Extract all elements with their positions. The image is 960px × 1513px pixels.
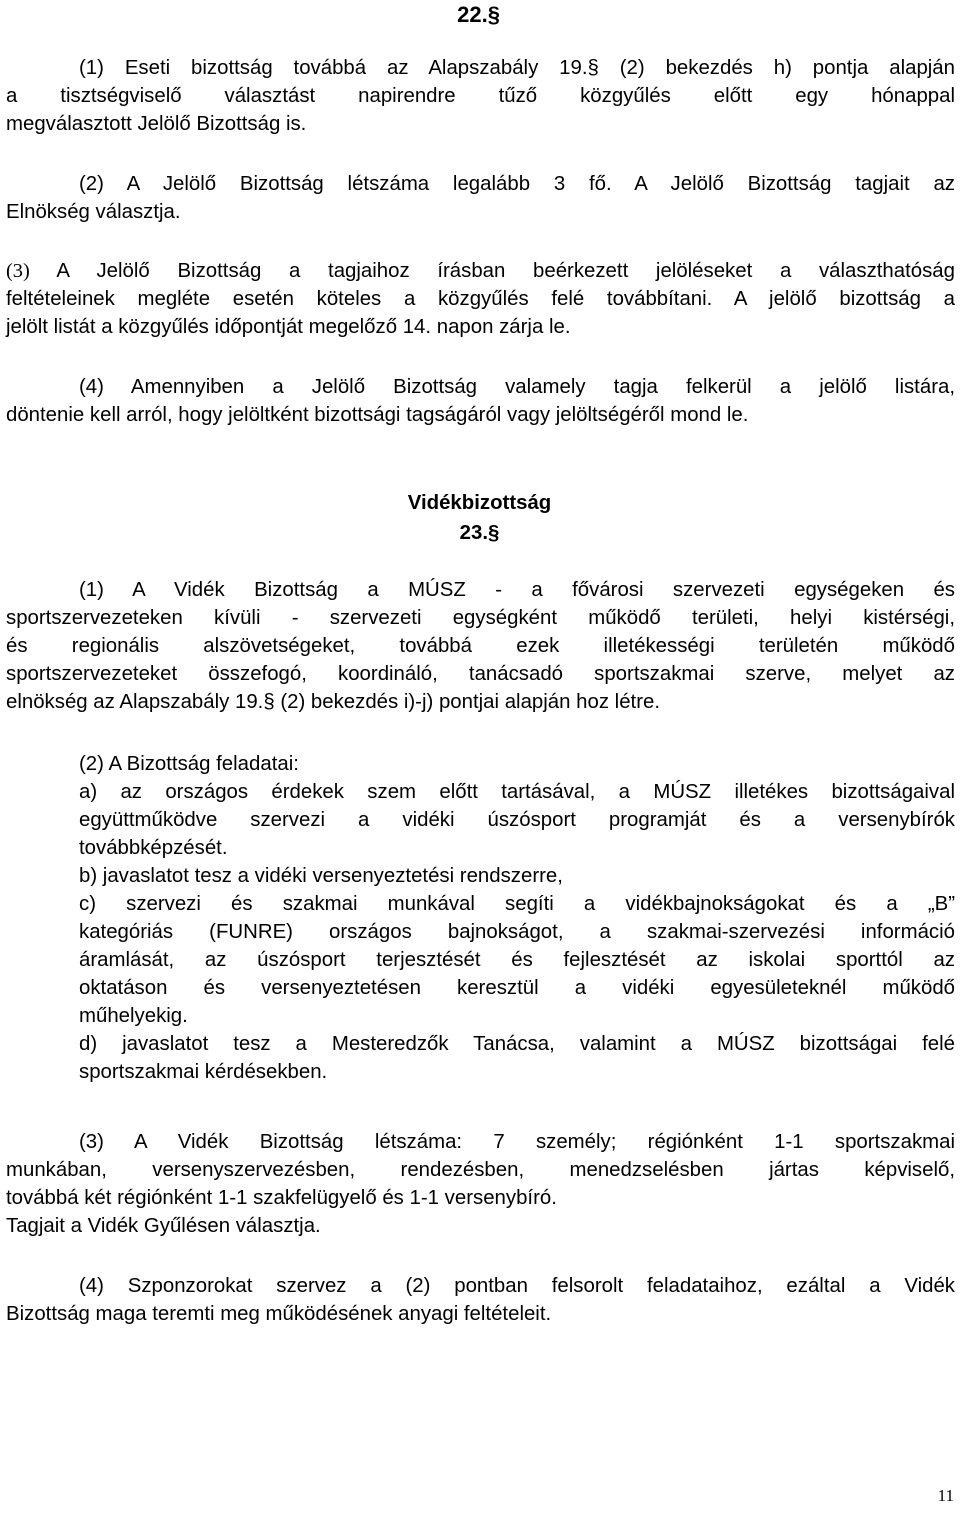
text-line: munkában, versenyszervezésben, rendezésben, menedzselésben jártas képviselő, [6, 1159, 955, 1181]
text-line: sportszakmai kérdésekben. [79, 1061, 328, 1083]
section-title: Vidékbizottság [407, 492, 552, 514]
text-line: sportszervezeteket összefogó, koordináló, tanácsadó sportszakmai szerve, melyet az [6, 663, 955, 685]
text-line: elnökség az Alapszabály 19.§ (2) bekezdés i)-j) pontjai alapján hoz létre. [6, 691, 661, 713]
text-line: jelölt listát a közgyűlés időpontját megelőző 14. napon zárja le. [6, 316, 571, 338]
document-page [6, 0, 955, 1513]
text-line: kategóriás (FUNRE) országos bajnokságot, a szakmai-szervezési információ [79, 921, 955, 943]
paragraph-23-3 [6, 1128, 955, 1240]
text-line [6, 257, 955, 285]
paragraph-23-2 [6, 750, 955, 1086]
text-line: döntenie kell arról, hogy jelöltként bizottsági tagságáról vagy jelöltségéről mond le. [6, 404, 749, 426]
text-line: áramlását, az úszósport terjesztését és fejlesztését az iskolai sporttól az [79, 949, 955, 971]
text-line: továbbá két régiónként 1-1 szakfelügyelő és 1-1 versenybíró. [6, 1187, 557, 1209]
section-heading-23: 23.§ [459, 522, 500, 544]
text-line: műhelyekig. [79, 1005, 188, 1027]
text-line: (2) A Jelölő Bizottság létszáma legalább 3 fő. A Jelölő Bizottság tagjait az [79, 173, 955, 195]
text-line: a tisztségviselő választást napirendre tűző közgyűlés előtt egy hónappal [6, 85, 955, 107]
text-line: megválasztott Jelölő Bizottság is. [6, 113, 307, 135]
text-line: (2) A Bizottság feladatai: [79, 753, 299, 775]
list-item-b: b) javaslatot tesz a vidéki versenyeztetési rendszerre, [79, 865, 563, 887]
text-line: Bizottság maga teremti meg működésének anyagi feltételeit. [6, 1303, 552, 1325]
paragraph-22-3 [6, 257, 955, 341]
text-line: (4) Szponzorokat szervez a (2) pontban felsorolt feladataihoz, ezáltal a Vidék [79, 1275, 955, 1297]
paragraph-22-2 [6, 170, 955, 226]
text-line: (1) Eseti bizottság továbbá az Alapszabály 19.§ (2) bekezdés h) pontja alapján [79, 57, 955, 79]
list-item-d: d) javaslatot tesz a Mesteredzők Tanácsa, valamint a MÚSZ bizottságai felé [79, 1033, 955, 1055]
text-fragment: A Jelölő Bizottság a tagjaihoz írásban beérkezett jelöléseket a választhatóság [29, 260, 955, 282]
text-line: feltételeinek megléte esetén köteles a közgyűlés felé továbbítani. A jelölő bizottság a [6, 288, 955, 310]
paragraph-23-4 [6, 1272, 955, 1328]
text-line: (4) Amennyiben a Jelölő Bizottság valamely tagja felkerül a jelölő listára, [79, 376, 955, 398]
paragraph-22-1 [6, 54, 955, 138]
text-line: továbbképzését. [79, 837, 228, 859]
paragraph-23-1 [6, 576, 955, 716]
text-line: és regionális alszövetségeket, továbbá ezek illetékességi területén működő [6, 635, 955, 657]
paragraph-number: (3) [6, 260, 30, 282]
text-line: (1) A Vidék Bizottság a MÚSZ - a fővárosi szervezeti egységeken és [79, 579, 955, 601]
section-heading-22: 22.§ [457, 2, 500, 27]
text-line: Elnökség választja. [6, 201, 181, 223]
text-line: oktatáson és versenyeztetésen keresztül a vidéki egyesületeknél működő [79, 977, 955, 999]
text-line: Tagjait a Vidék Gyűlésen választja. [6, 1215, 321, 1237]
list-item-a: a) az országos érdekek szem előtt tartásával, a MÚSZ illetékes bizottságaival [79, 781, 955, 803]
list-item-c: c) szervezi és szakmai munkával segíti a vidékbajnokságokat és a „B” [79, 893, 955, 915]
page-number: 11 [937, 1486, 954, 1505]
text-line: együttműködve szervezi a vidéki úszósport programját és a versenybírók [79, 809, 955, 831]
paragraph-22-4 [6, 373, 955, 429]
text-line: (3) A Vidék Bizottság létszáma: 7 személy; régiónként 1-1 sportszakmai [79, 1131, 955, 1153]
text-line: sportszervezeteken kívüli - szervezeti egységként működő területi, helyi kistérségi, [6, 607, 955, 629]
